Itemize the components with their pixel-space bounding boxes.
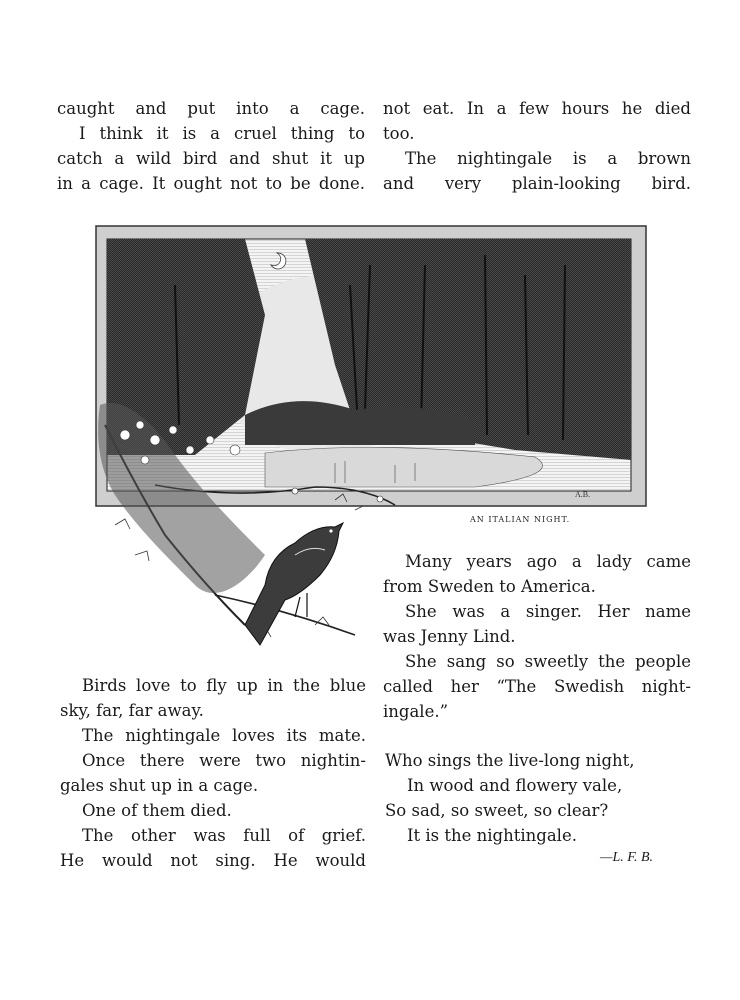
- text-line: ingale.”: [383, 702, 449, 721]
- text-line: Once there were two nightin-: [82, 751, 366, 770]
- author-signature: —L. F. B.: [600, 850, 654, 865]
- illustration-caption: AN ITALIAN NIGHT.: [470, 515, 571, 524]
- top-right-column: [383, 96, 691, 196]
- text-line: Birds love to fly up in the blue: [82, 676, 366, 695]
- text-line: called her “The Swedish night-: [383, 677, 691, 696]
- text-line: gales shut up in a cage.: [60, 776, 259, 795]
- text-line: not eat. In a few hours he died: [383, 99, 691, 118]
- poem-line: In wood and flowery vale,: [407, 776, 623, 795]
- bottom-right-column: [383, 549, 691, 724]
- text-line: The other was full of grief.: [82, 826, 366, 845]
- nightingale-bird: [245, 523, 343, 645]
- top-left-column: [57, 96, 365, 196]
- artist-mark: A.B.: [575, 490, 591, 499]
- text-line: in a cage. It ought not to be done.: [57, 174, 365, 193]
- text-line: The nightingale loves its mate.: [82, 726, 366, 745]
- text-line: I think it is a cruel thing to: [79, 124, 365, 143]
- text-line: He would not sing. He would: [60, 851, 366, 870]
- text-line: One of them died.: [82, 801, 232, 820]
- poem-line: So sad, so sweet, so clear?: [385, 801, 609, 820]
- text-line: She was a singer. Her name: [405, 602, 691, 621]
- text-line: Many years ago a lady came: [405, 552, 691, 571]
- poem-line: It is the nightingale.: [407, 826, 577, 845]
- poem-line: Who sings the live-long night,: [385, 751, 635, 770]
- text-line: catch a wild bird and shut it up: [57, 149, 365, 168]
- bottom-left-column: [60, 673, 366, 873]
- text-line: from Sweden to America.: [383, 577, 596, 596]
- text-line: sky, far, far away.: [60, 701, 204, 720]
- text-line: caught and put into a cage.: [57, 99, 365, 118]
- text-line: The nightingale is a brown: [405, 149, 691, 168]
- text-line: She sang so sweetly the people: [405, 652, 691, 671]
- text-line: was Jenny Lind.: [383, 627, 516, 646]
- text-line: too.: [383, 124, 415, 143]
- poem: [385, 748, 685, 848]
- text-line: and very plain-looking bird.: [383, 174, 691, 193]
